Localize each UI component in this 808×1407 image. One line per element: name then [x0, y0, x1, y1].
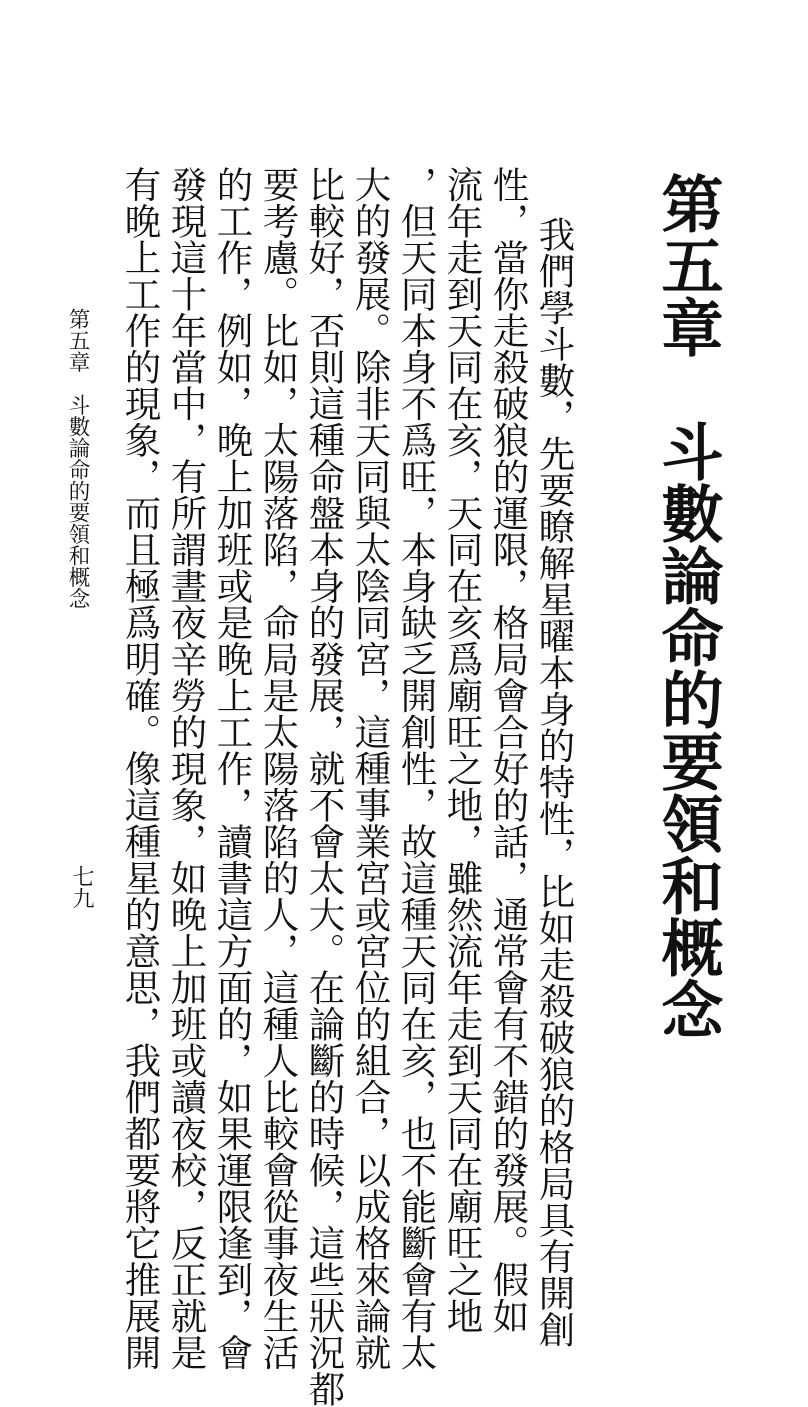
body-column-4: ，但天同本身不爲旺，本身缺乏開創性，故這種天同在亥，也不能斷會有太 — [395, 166, 438, 1371]
body-column-2: 性，當你走殺破狼的運限，格局會合好的話，通常會有不錯的發展。假如 — [487, 166, 530, 1334]
body-column-8: 的工作，例如，晚上加班或是晚上工作，讀書這方面的，如果運限逢到，會 — [211, 166, 254, 1371]
chapter-title: 第五章 斗數論命的要領和概念 — [651, 172, 724, 1040]
body-column-1: 我們學斗數，先要瞭解星曜本身的特性，比如走殺破狼的格局具有開創 — [533, 216, 576, 1348]
body-column-6: 比較好，否則這種命盤本身的發展，就不會太大。在論斷的時候，這些狀況都 — [303, 166, 346, 1407]
body-column-9: 發現這十年當中，有所謂晝夜辛勞的現象，如晚上加班或讀夜校，反正就是 — [165, 166, 208, 1371]
body-column-10: 有晚上工作的現象，而且極爲明確。像這種星的意思，我們都要將它推展開 — [119, 166, 162, 1371]
page-number: 七九 — [69, 865, 94, 909]
running-head: 第五章 斗數論命的要領和概念 — [65, 308, 90, 609]
body-column-7: 要考慮。比如，太陽落陷，命局是太陽落陷的人，這種人比較會從事夜生活 — [257, 166, 300, 1371]
body-column-3: 流年走到天同在亥，天同在亥爲廟旺之地，雖然流年走到天同在廟旺之地 — [441, 166, 484, 1334]
body-column-5: 大的發展。除非天同與太陰同宮，這種事業宮或宮位的組合，以成格來論就 — [349, 166, 392, 1371]
